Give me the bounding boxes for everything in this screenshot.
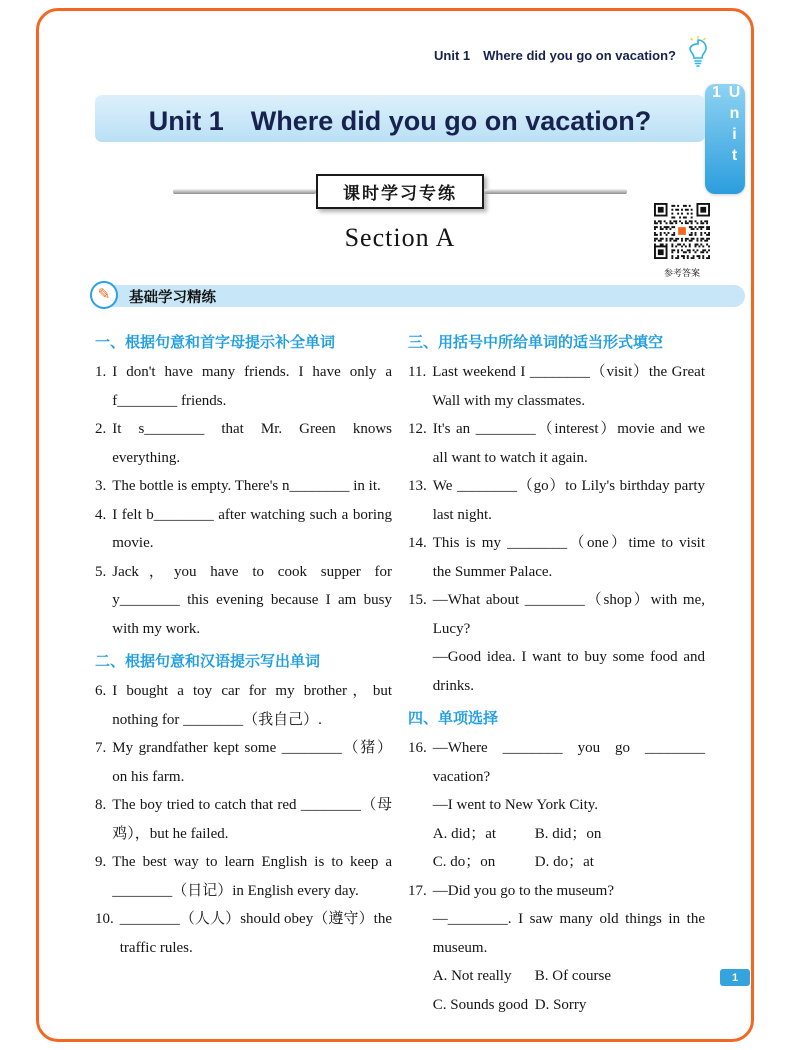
item-text: Jack，you have to cook supper for y________ this evening because I am busy with my work. [112,563,392,637]
item-text: I bought a toy car for my brother，but nothing for ________（我自己）. [112,683,392,728]
item-number: 10. [95,911,114,927]
practice-section-label: 基础学习精练 [129,289,216,306]
item-text: —Where ________ you go ________ vacation? [432,740,705,785]
option-d: D. Sorry [534,996,587,1013]
exercise-item-9 [95,848,392,905]
pencil-icon [90,281,118,309]
item-number: 12. [408,421,427,437]
item-text: The best way to learn English is to keep a ________（日记）in English every day. [112,854,392,899]
item-text: —I went to New York City. [432,797,599,813]
part-3-heading: 三、用括号中所给单词的适当形式填空 [408,334,664,351]
practice-section-bar [95,285,745,307]
part-4 [408,704,705,1019]
exercise-item-16 [408,734,705,877]
item-number: 7. [95,740,107,756]
item-text: —________. I saw many old things in the museum. [432,911,705,956]
item-number: 3. [95,478,107,494]
item-number: 8. [95,797,107,813]
item-text: —Did you go to the museum? [432,882,614,899]
exercise-item-15 [408,586,705,700]
section-title: Section A [344,223,456,252]
exercise-item-12 [408,415,705,472]
option-a: A. Not really [432,968,512,984]
exercise-item-17 [408,877,705,1020]
page-number: 1 [720,969,750,986]
left-column [95,324,392,1019]
item-number: 1. [95,364,107,380]
item-number: 13. [408,478,427,494]
part-1 [95,328,392,643]
part-2-heading: 二、根据句意和汉语提示写出单词 [95,653,321,670]
part-4-heading: 四、单项选择 [408,710,499,727]
page-content [95,95,705,1019]
option-c: C. do；on [432,854,496,870]
item-text: It s________ that Mr. Green knows everything. [112,421,392,466]
lesson-banner: 课时学习专练 [316,174,484,209]
unit-title-banner: Unit 1 Where did you go on vacation? [95,95,705,142]
item-text: My grandfather kept some ________（猪）on his farm. [112,740,392,785]
qr-caption: 参考答案 [663,268,700,278]
item-number: 5. [95,563,107,580]
exercise-item-4 [95,501,392,558]
option-b: B. did；on [534,825,602,842]
exercise-item-14 [408,529,705,586]
choice-options [433,820,705,877]
unit-side-tab: Unit 1 [705,84,745,194]
banner-rule-right [484,189,627,194]
answer-qr-block [653,203,711,279]
part-2 [95,647,392,962]
item-number: 6. [95,683,107,699]
running-header-title: Unit 1 Where did you go on vacation? [434,48,676,63]
lightbulb-icon [686,36,710,68]
exercise-item-5 [95,558,392,644]
item-text: ________（人人）should obey（遵守）the traffic rules. [119,911,392,956]
option-a: A. did；at [432,825,497,842]
option-b: B. Of course [534,968,611,984]
choice-options [433,962,705,1019]
exercise-item-10 [95,905,392,962]
item-number: 16. [408,740,427,756]
exercise-item-6 [95,677,392,734]
pencil-glyph: ✎ [97,286,111,303]
item-text: I felt b________ after watching such a boring movie. [112,506,392,551]
part-1-heading: 一、根据句意和首字母提示补全单词 [95,334,336,351]
exercise-item-3 [95,472,392,501]
item-number: 11. [408,364,427,380]
item-number: 9. [95,854,107,870]
item-text: The boy tried to catch that red ________（母鸡），but he failed. [112,797,392,842]
exercise-item-2 [95,415,392,472]
item-number: 4. [95,506,107,523]
item-text: Last weekend I ________（visit）the Great Wall with my classmates. [432,364,705,409]
item-number: 15. [408,592,427,608]
exercise-item-7 [95,734,392,791]
banner-rule-left [173,189,316,194]
item-number: 2. [95,421,107,437]
item-text: —Good idea. I want to buy some food and drinks. [432,649,705,694]
option-c: C. Sounds good [432,996,529,1013]
item-number: 17. [408,882,427,899]
exercise-item-11 [408,358,705,415]
item-text: We ________（go）to Lily's birthday party last night. [432,478,705,523]
right-column [408,324,705,1019]
exercise-item-13 [408,472,705,529]
item-text: This is my ________（one）time to visit the Summer Palace. [432,535,705,580]
option-d: D. do；at [534,854,594,870]
item-text: It's an ________（interest）movie and we all want to watch it again. [432,421,705,466]
item-text: I don't have many friends. I have only a f________ friends. [112,364,392,409]
exercise-item-8 [95,791,392,848]
item-text: The bottle is empty. There's n________ in it. [112,478,381,494]
item-text: —What about ________（shop）with me, Lucy? [432,592,705,637]
lesson-banner-row [95,175,705,207]
qr-code [654,203,710,259]
exercise-item-1 [95,358,392,415]
item-number: 14. [408,535,427,551]
exercise-columns [95,324,705,1019]
part-3 [408,328,705,700]
